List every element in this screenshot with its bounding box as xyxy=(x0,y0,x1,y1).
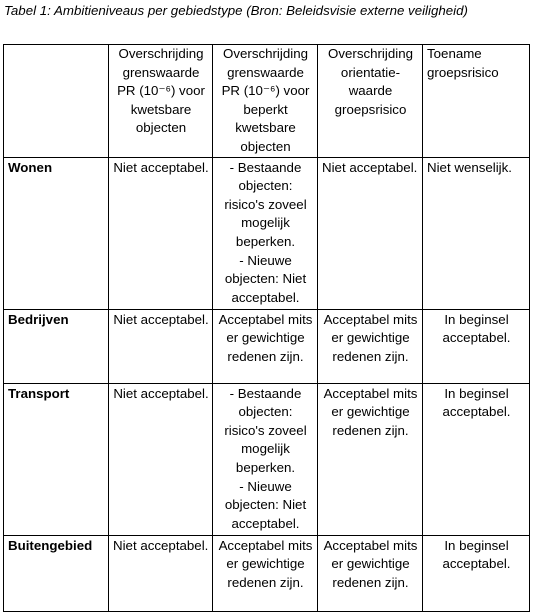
table-cell: Acceptabel mits er gewichtige redenen zijn. xyxy=(318,535,423,611)
table-row-bedrijven xyxy=(4,309,530,383)
table-cell: Niet acceptabel. xyxy=(109,383,213,535)
table-cell: In beginsel acceptabel. xyxy=(423,535,530,611)
ambition-levels-table xyxy=(3,44,530,612)
table-cell: Acceptabel mits er gewichtige redenen zijn. xyxy=(318,309,423,383)
table-row-wonen xyxy=(4,157,530,309)
header-cell-pr-beperkt-kwetsbaar: Overschrijding grenswaarde PR (10⁻⁶) voor beperkt kwetsbare objecten xyxy=(213,45,318,158)
table-cell: In beginsel acceptabel. xyxy=(423,309,530,383)
table-cell: Acceptabel mits er gewichtige redenen zijn. xyxy=(318,383,423,535)
header-cell-empty xyxy=(4,45,109,158)
table-cell: - Bestaande objecten: risico's zoveel mogelijk beperken. - Nieuwe objecten: Niet acceptabel. xyxy=(213,383,318,535)
table-cell: Niet acceptabel. xyxy=(109,157,213,309)
table-cell: Acceptabel mits er gewichtige redenen zijn. xyxy=(213,535,318,611)
table-caption: Tabel 1: Ambitieniveaus per gebiedstype (Bron: Beleidsvisie externe veiligheid) xyxy=(4,3,468,18)
table-cell: Acceptabel mits er gewichtige redenen zijn. xyxy=(213,309,318,383)
row-label-wonen: Wonen xyxy=(4,157,109,309)
table-cell: Niet wenselijk. xyxy=(423,157,530,309)
table-cell: Niet acceptabel. xyxy=(109,535,213,611)
header-row xyxy=(4,45,530,158)
table-row-buitengebied xyxy=(4,535,530,611)
header-cell-orientatiewaarde-gr: Overschrijding orientatie-waarde groepsrisico xyxy=(318,45,423,158)
table-row-transport xyxy=(4,383,530,535)
table-cell: - Bestaande objecten: risico's zoveel mogelijk beperken. - Nieuwe objecten: Niet acceptabel. xyxy=(213,157,318,309)
table-cell: In beginsel acceptabel. xyxy=(423,383,530,535)
header-cell-pr-kwetsbaar: Overschrijding grenswaarde PR (10⁻⁶) voor kwetsbare objecten xyxy=(109,45,213,158)
table-cell: Niet acceptabel. xyxy=(109,309,213,383)
row-label-buitengebied: Buitengebied xyxy=(4,535,109,611)
header-cell-toename-gr: Toename groepsrisico xyxy=(423,45,530,158)
row-label-transport: Transport xyxy=(4,383,109,535)
row-label-bedrijven: Bedrijven xyxy=(4,309,109,383)
table-cell: Niet acceptabel. xyxy=(318,157,423,309)
